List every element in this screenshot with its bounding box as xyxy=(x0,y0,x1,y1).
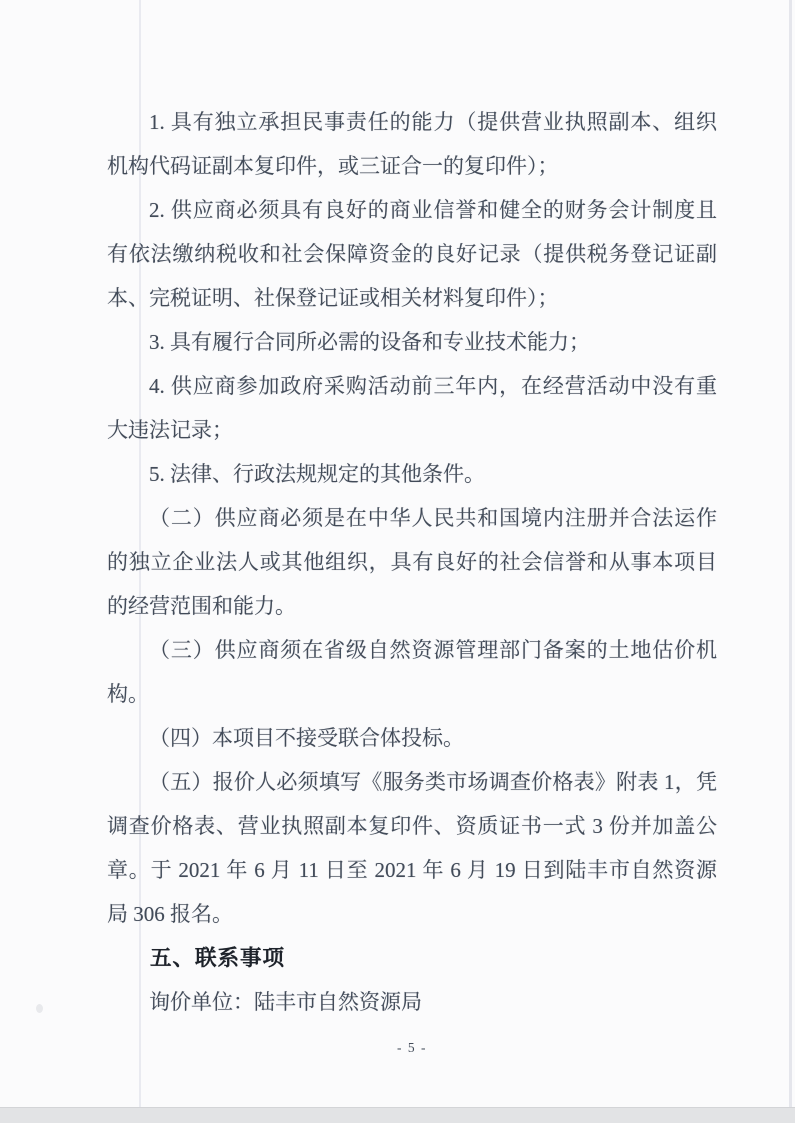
text-line: 3. 具有履行合同所必需的设备和专业技术能力； xyxy=(149,330,590,354)
text-line: 1. 具有独立承担民事责任的能力（提供营业执照副本、组织 xyxy=(149,110,717,134)
text-line: 构。 xyxy=(107,682,149,706)
text-line: 机构代码证副本复印件，或三证合一的复印件）； xyxy=(107,154,559,178)
paragraph xyxy=(107,188,717,320)
paragraph xyxy=(107,452,717,496)
text-line: 的经营范围和能力。 xyxy=(107,594,296,618)
text-block xyxy=(107,100,717,1024)
section-heading xyxy=(107,936,717,980)
paragraph xyxy=(107,364,717,452)
scan-edge-line xyxy=(789,0,792,1108)
text-line: 大违法记录； xyxy=(107,418,233,442)
paragraph xyxy=(107,628,717,716)
text-line: 2. 供应商必须具有良好的商业信誉和健全的财务会计制度且 xyxy=(149,198,717,222)
text-line: 的独立企业法人或其他组织，具有良好的社会信誉和从事本项目 xyxy=(107,550,717,574)
text-line: 有依法缴纳税收和社会保障资金的良好记录（提供税务登记证副 xyxy=(107,242,717,266)
paragraph xyxy=(107,496,717,628)
text-line: 五、联系事项 xyxy=(150,946,286,970)
paragraph xyxy=(107,716,717,760)
page-number: - 5 - xyxy=(397,1040,427,1055)
paragraph xyxy=(107,100,717,188)
text-line: 4. 供应商参加政府采购活动前三年内，在经营活动中没有重 xyxy=(149,374,717,398)
text-line: 局 306 报名。 xyxy=(107,902,233,926)
text-line: 调查价格表、营业执照副本复印件、资质证书一式 3 份并加盖公 xyxy=(107,814,717,838)
paragraph xyxy=(107,320,717,364)
text-line: （四）本项目不接受联合体投标。 xyxy=(149,726,464,750)
text-line: （五）报价人必须填写《服务类市场调查价格表》附表 1，凭 xyxy=(149,770,717,794)
text-line: 5. 法律、行政法规规定的其他条件。 xyxy=(149,462,485,486)
text-line: （三）供应商须在省级自然资源管理部门备案的土地估价机 xyxy=(149,638,717,662)
scan-bottom-edge xyxy=(0,1107,795,1123)
scan-speck xyxy=(36,1004,43,1013)
paragraph xyxy=(107,980,717,1024)
text-line: （二）供应商必须是在中华人民共和国境内注册并合法运作 xyxy=(149,506,717,530)
paragraph xyxy=(107,760,717,936)
text-line: 章。于 2021 年 6 月 11 日至 2021 年 6 月 19 日到陆丰市自然资源 xyxy=(107,858,717,882)
text-line: 本、完税证明、社保登记证或相关材料复印件）； xyxy=(107,286,559,310)
text-line: 询价单位：陆丰市自然资源局 xyxy=(149,990,422,1014)
